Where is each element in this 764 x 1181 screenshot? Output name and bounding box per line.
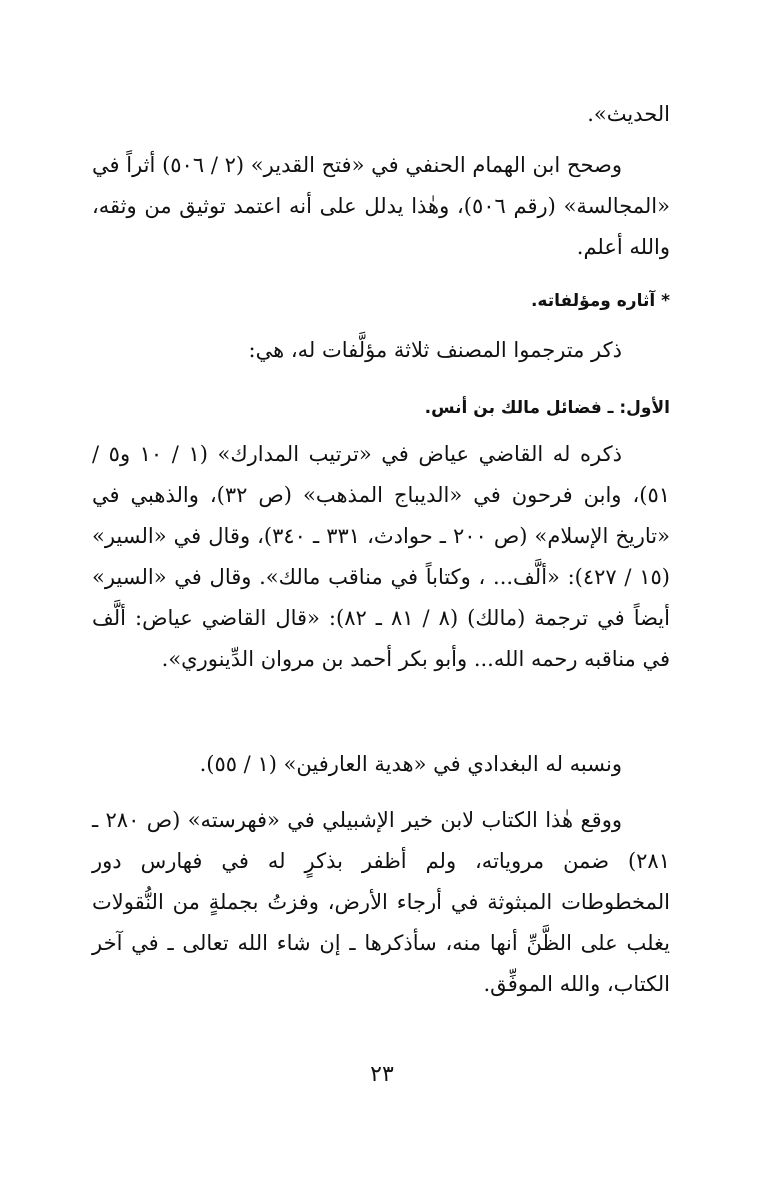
continuation-line: الحديث». [587, 102, 670, 126]
subheading-first-work: الأول: ـ فضائل مالك بن أنس. [424, 398, 670, 418]
paragraph-ibn-al-humam: وصحح ابن الهمام الحنفي في «فتح القدير» (٢ / ٥٠٦) أثراً في «المجالسة» (رقم ٥٠٦)، وهٰذا يدلل على أنه اعتمد توثيق من وثقه، والله أعلم. [92, 153, 670, 259]
page-number: ٢٣ [370, 1062, 394, 1087]
paragraph-sources: ذكره له القاضي عياض في «ترتيب المدارك» (١ / ١٠ و٥ / ٥١)، وابن فرحون في «الديباج المذهب» (ص ٣٢)، والذهبي في «تاريخ الإسلام» (ص ٢٠٠ ـ حوادث، ٣٣١ ـ ٣٤٠)، وقال في «السير» (١٥ / ٤٢٧): «ألَّف... ، وكتاباً في مناقب مالك». وقال في «السير» أيضاً في ترجمة (مالك) (٨ / ٨١ ـ ٨٢): «قال القاضي عياض: ألَّف في مناقبه رحمه الله... وأبو بكر أحمد بن مروان الدِّينوري». [92, 442, 670, 671]
paragraph-ibn-khayr: ووقع هٰذا الكتاب لابن خير الإشبيلي في «فهرسته» (ص ٢٨٠ ـ ٢٨١) ضمن مروياته، ولم أظفر بذكرٍ له في فهارس دور المخطوطات المبثوثة في أرجاء الأرض، وفزتُ بجملةٍ من النُّقولات يغلب على الظَّنِّ أنها منه، سأذكرها ـ إن شاء الله تعالى ـ في آخر الكتاب، والله الموفِّق. [92, 808, 670, 996]
section-heading-works: * آثاره ومؤلفاته. [530, 291, 670, 311]
paragraph-three-works: ذكر مترجموا المصنف ثلاثة مؤلَّفات له، هي: [248, 338, 622, 362]
paragraph-baghdadi: ونسبه له البغدادي في «هدية العارفين» (١ / ٥٥). [199, 752, 622, 776]
